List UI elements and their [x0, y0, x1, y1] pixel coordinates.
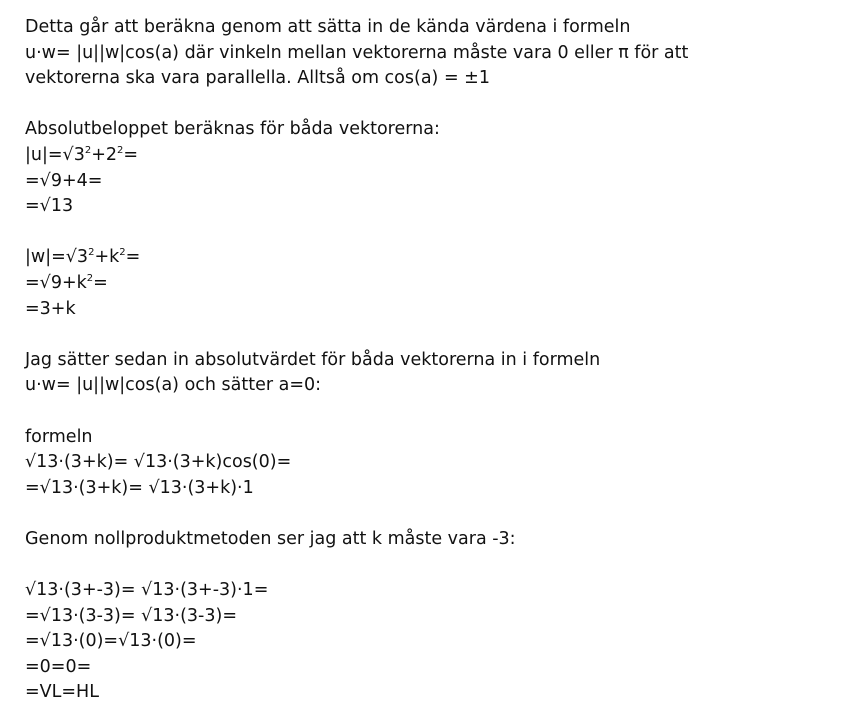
zero-product-line: Genom nollproduktmetoden ser jag att k måste vara -3: — [25, 528, 516, 549]
spacer — [25, 399, 835, 425]
exponent: 2 — [88, 247, 95, 259]
abs-w-text: +k — [94, 247, 120, 268]
exponent: 2 — [86, 272, 94, 284]
spacer — [25, 92, 835, 118]
abs-u-line-1 — [25, 143, 835, 169]
insert-line-1: Jag sätter sedan in absolutvärdet för båda vektorerna in i formeln — [25, 349, 601, 370]
spacer — [25, 552, 835, 578]
check-line-5: =VL=HL — [25, 682, 99, 703]
abs-w-text: =√9+k — [25, 272, 87, 293]
intro-line-2: u·w= |u||w|cos(a) där vinkeln mellan vektorerna måste vara 0 eller π för att — [25, 42, 689, 63]
abs-u-text: |u|=√3 — [25, 144, 85, 165]
intro-line-3: vektorerna ska vara parallella. Alltså om cos(a) = ±1 — [25, 68, 490, 89]
formula-label: formeln — [25, 426, 93, 447]
spacer — [25, 501, 835, 527]
formula-line-2: =√13·(3+k)= √13·(3+k)·1 — [25, 477, 254, 498]
abs-w-line-2 — [25, 271, 835, 297]
insert-line-2: u·w= |u||w|cos(a) och sätter a=0: — [25, 375, 322, 396]
spacer — [25, 220, 835, 246]
check-line-1: √13·(3+-3)= √13·(3+-3)·1= — [25, 580, 269, 601]
abs-u-text: +2 — [91, 144, 118, 165]
abs-w-line-3: =3+k — [25, 298, 76, 319]
abs-u-line-2: =√9+4= — [25, 170, 103, 191]
abs-heading: Absolutbeloppet beräknas för båda vektorerna: — [25, 119, 440, 140]
abs-w-line-1 — [25, 245, 835, 271]
exponent: 2 — [117, 144, 124, 156]
abs-w-text: |w|=√3 — [25, 247, 89, 268]
abs-w-text: = — [93, 272, 108, 293]
spacer — [25, 322, 835, 348]
intro-line-1: Detta går att beräkna genom att sätta in de kända värdena i formeln — [25, 17, 631, 37]
abs-w-text: = — [125, 247, 141, 268]
check-line-3: =√13·(0)=√13·(0)= — [25, 631, 197, 652]
check-line-2: =√13·(3-3)= √13·(3-3)= — [25, 605, 237, 626]
exponent: 2 — [84, 144, 92, 156]
exponent: 2 — [119, 247, 126, 259]
check-line-4: =0=0= — [25, 656, 92, 677]
abs-u-text: = — [123, 144, 139, 165]
abs-u-line-3: =√13 — [25, 196, 74, 217]
document-text — [25, 15, 835, 706]
formula-line-1: √13·(3+k)= √13·(3+k)cos(0)= — [25, 452, 292, 473]
